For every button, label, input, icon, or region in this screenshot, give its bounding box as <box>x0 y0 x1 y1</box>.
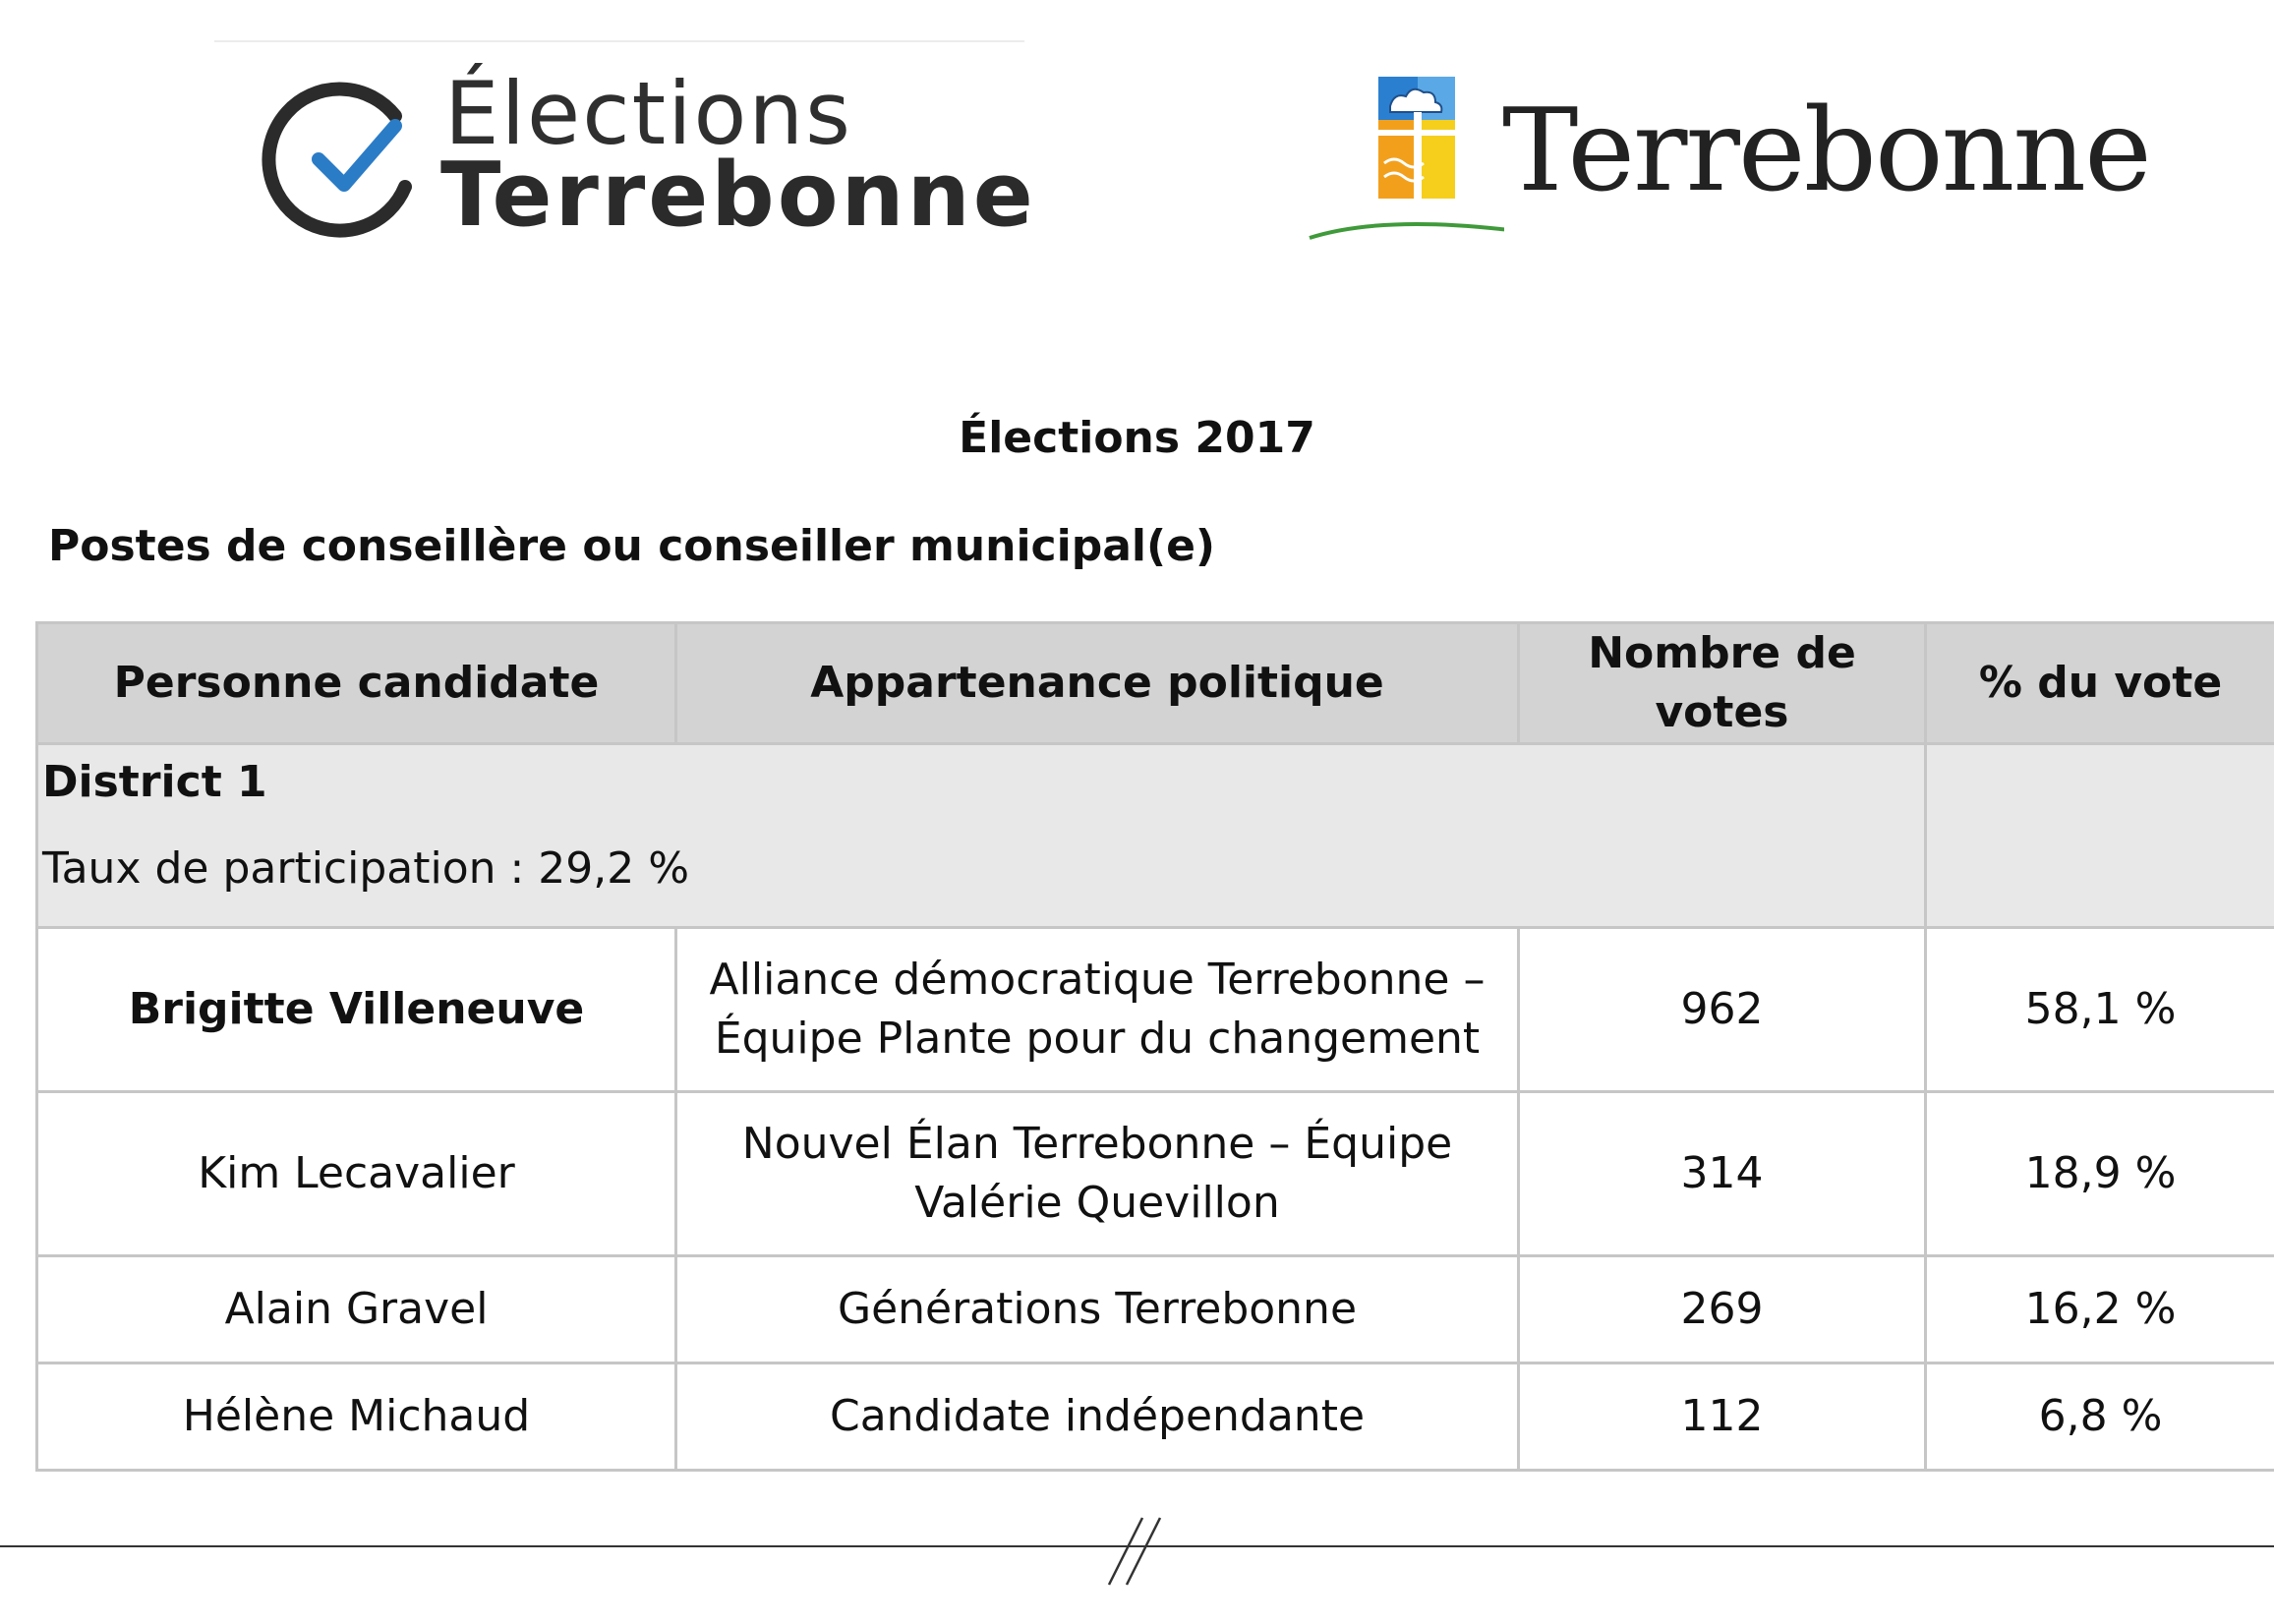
vote-count: 269 <box>1519 1256 1926 1363</box>
candidate-name: Alain Gravel <box>37 1256 676 1363</box>
logo-divider-line <box>214 40 1024 42</box>
vote-percent: 18,9 % <box>1926 1092 2274 1256</box>
party-name <box>676 928 1519 1092</box>
district-turnout: Taux de participation : 29,2 % <box>42 843 690 894</box>
district-cell <box>37 744 1926 928</box>
party-name <box>676 1092 1519 1256</box>
vote-count: 962 <box>1519 928 1926 1092</box>
logo-word-terrebonne: Terrebonne <box>440 144 1036 247</box>
party-name: Générations Terrebonne <box>676 1256 1519 1363</box>
candidate-name: Hélène Michaud <box>37 1363 676 1471</box>
vote-percent: 6,8 % <box>1926 1363 2274 1471</box>
table-row <box>37 928 2274 1092</box>
vote-percent: 16,2 % <box>1926 1256 2274 1363</box>
column-header-party: Appartenance politique <box>676 623 1519 744</box>
district-name: District 1 <box>42 757 267 807</box>
checkmark-ring-icon <box>258 77 425 244</box>
section-title: Postes de conseillère ou conseiller municipal(e) <box>48 521 1216 571</box>
vote-count: 314 <box>1519 1092 1926 1256</box>
table-row <box>37 1256 2274 1363</box>
party-name-line: Valérie Quevillon <box>914 1178 1280 1228</box>
ville-terrebonne-logo <box>1308 69 2150 246</box>
party-name: Candidate indépendante <box>676 1363 1519 1471</box>
party-name-line: Nouvel Élan Terrebonne – Équipe <box>741 1119 1453 1169</box>
city-emblem-icon <box>1308 73 1504 242</box>
district-row <box>37 744 2274 928</box>
column-header-candidate: Personne candidate <box>37 623 676 744</box>
logo-city-name: Terrebonne <box>1502 85 2150 217</box>
table-row <box>37 1092 2274 1256</box>
elections-terrebonne-logo <box>258 63 1036 252</box>
page-break-slashes-icon <box>1101 1514 1180 1593</box>
party-name-line: Équipe Plante pour du changement <box>714 1014 1481 1064</box>
vote-count: 112 <box>1519 1363 1926 1471</box>
candidate-name: Kim Lecavalier <box>37 1092 676 1256</box>
column-header-votes: Nombre de votes <box>1519 623 1926 744</box>
vote-percent: 58,1 % <box>1926 928 2274 1092</box>
district-empty-cell <box>1926 744 2274 928</box>
results-table <box>35 621 2274 1472</box>
table-header-row <box>37 623 2274 744</box>
logo-word-elections: Élections <box>444 63 852 164</box>
table-row <box>37 1363 2274 1471</box>
party-name-line: Alliance démocratique Terrebonne – <box>709 955 1486 1005</box>
column-header-percent: % du vote <box>1926 623 2274 744</box>
document-title: Élections 2017 <box>959 413 1315 463</box>
candidate-name: Brigitte Villeneuve <box>37 928 676 1092</box>
